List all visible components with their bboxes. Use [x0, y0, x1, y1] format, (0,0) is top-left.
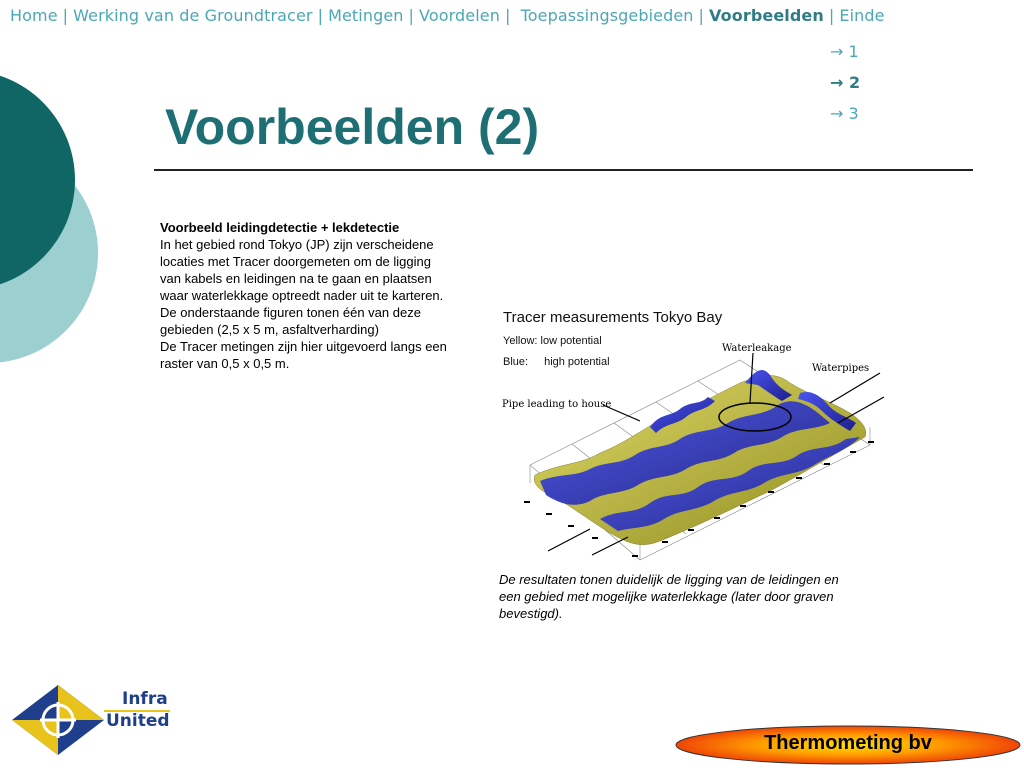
page-title: Voorbeelden (2) — [165, 99, 540, 155]
label-waterleakage: Waterleakage — [722, 343, 792, 354]
nav-separator: | — [698, 6, 705, 25]
body-heading: Voorbeeld leidingdetectie + lekdetectie — [160, 220, 400, 235]
thermometing-label: Thermometing bv — [764, 732, 932, 754]
nav-toepassingsgebieden[interactable]: Toepassingsgebieden — [520, 6, 694, 25]
subnav-item-2[interactable]: → 2 — [830, 73, 861, 92]
figure-title: Tracer measurements Tokyo Bay — [503, 309, 723, 326]
figure-legend-yellow: Yellow: low potential — [503, 335, 602, 347]
nav-separator: | — [504, 6, 511, 25]
body-paragraph: In het gebied rond Tokyo (JP) zijn verscheidene locaties met Tracer doorgemeten om de ligging van kabels en leidingen na te gaan en plaatsen waar waterlekkage optreedt nader uit te karteren. — [160, 237, 444, 303]
legend-blue-value: high potential — [544, 356, 610, 368]
logo-line-1: Infra — [122, 689, 168, 709]
sub-navigation — [830, 36, 860, 129]
label-pipe-house: Pipe leading to house — [502, 399, 612, 410]
logo-line-2: United — [106, 711, 170, 731]
decorative-circles — [0, 0, 110, 420]
logo-text — [106, 688, 170, 732]
title-divider — [154, 169, 973, 171]
legend-blue-key: Blue: — [503, 356, 529, 368]
nav-werking[interactable]: Werking van de Groundtracer — [73, 6, 313, 25]
body-paragraph: De onderstaande figuren tonen één van deze gebieden (2,5 x 5 m, asfaltverharding) — [160, 305, 421, 337]
nav-home[interactable]: Home — [10, 6, 58, 25]
nav-metingen[interactable]: Metingen — [328, 6, 404, 25]
label-waterpipes: Waterpipes — [812, 363, 870, 374]
top-navigation — [10, 6, 885, 25]
nav-separator: | — [408, 6, 415, 25]
body-paragraph: De Tracer metingen zijn hier uitgevoerd langs een raster van 0,5 x 0,5 m. — [160, 339, 447, 371]
nav-voorbeelden[interactable]: Voorbeelden — [709, 6, 824, 25]
subnav-item-1[interactable]: → 1 — [830, 42, 859, 61]
nav-einde[interactable]: Einde — [839, 6, 885, 25]
figure-caption: De resultaten tonen duidelijk de ligging van de leidingen en een gebied met mogelijke waterlekkage (later door graven bevestigd). — [499, 572, 839, 621]
nav-separator: | — [828, 6, 835, 25]
nav-voordelen[interactable]: Voordelen — [419, 6, 500, 25]
nav-separator: | — [62, 6, 69, 25]
tracer-surface-plot — [500, 305, 890, 565]
nav-separator: | — [317, 6, 324, 25]
body-text — [160, 219, 455, 372]
subnav-item-3[interactable]: → 3 — [830, 104, 859, 123]
